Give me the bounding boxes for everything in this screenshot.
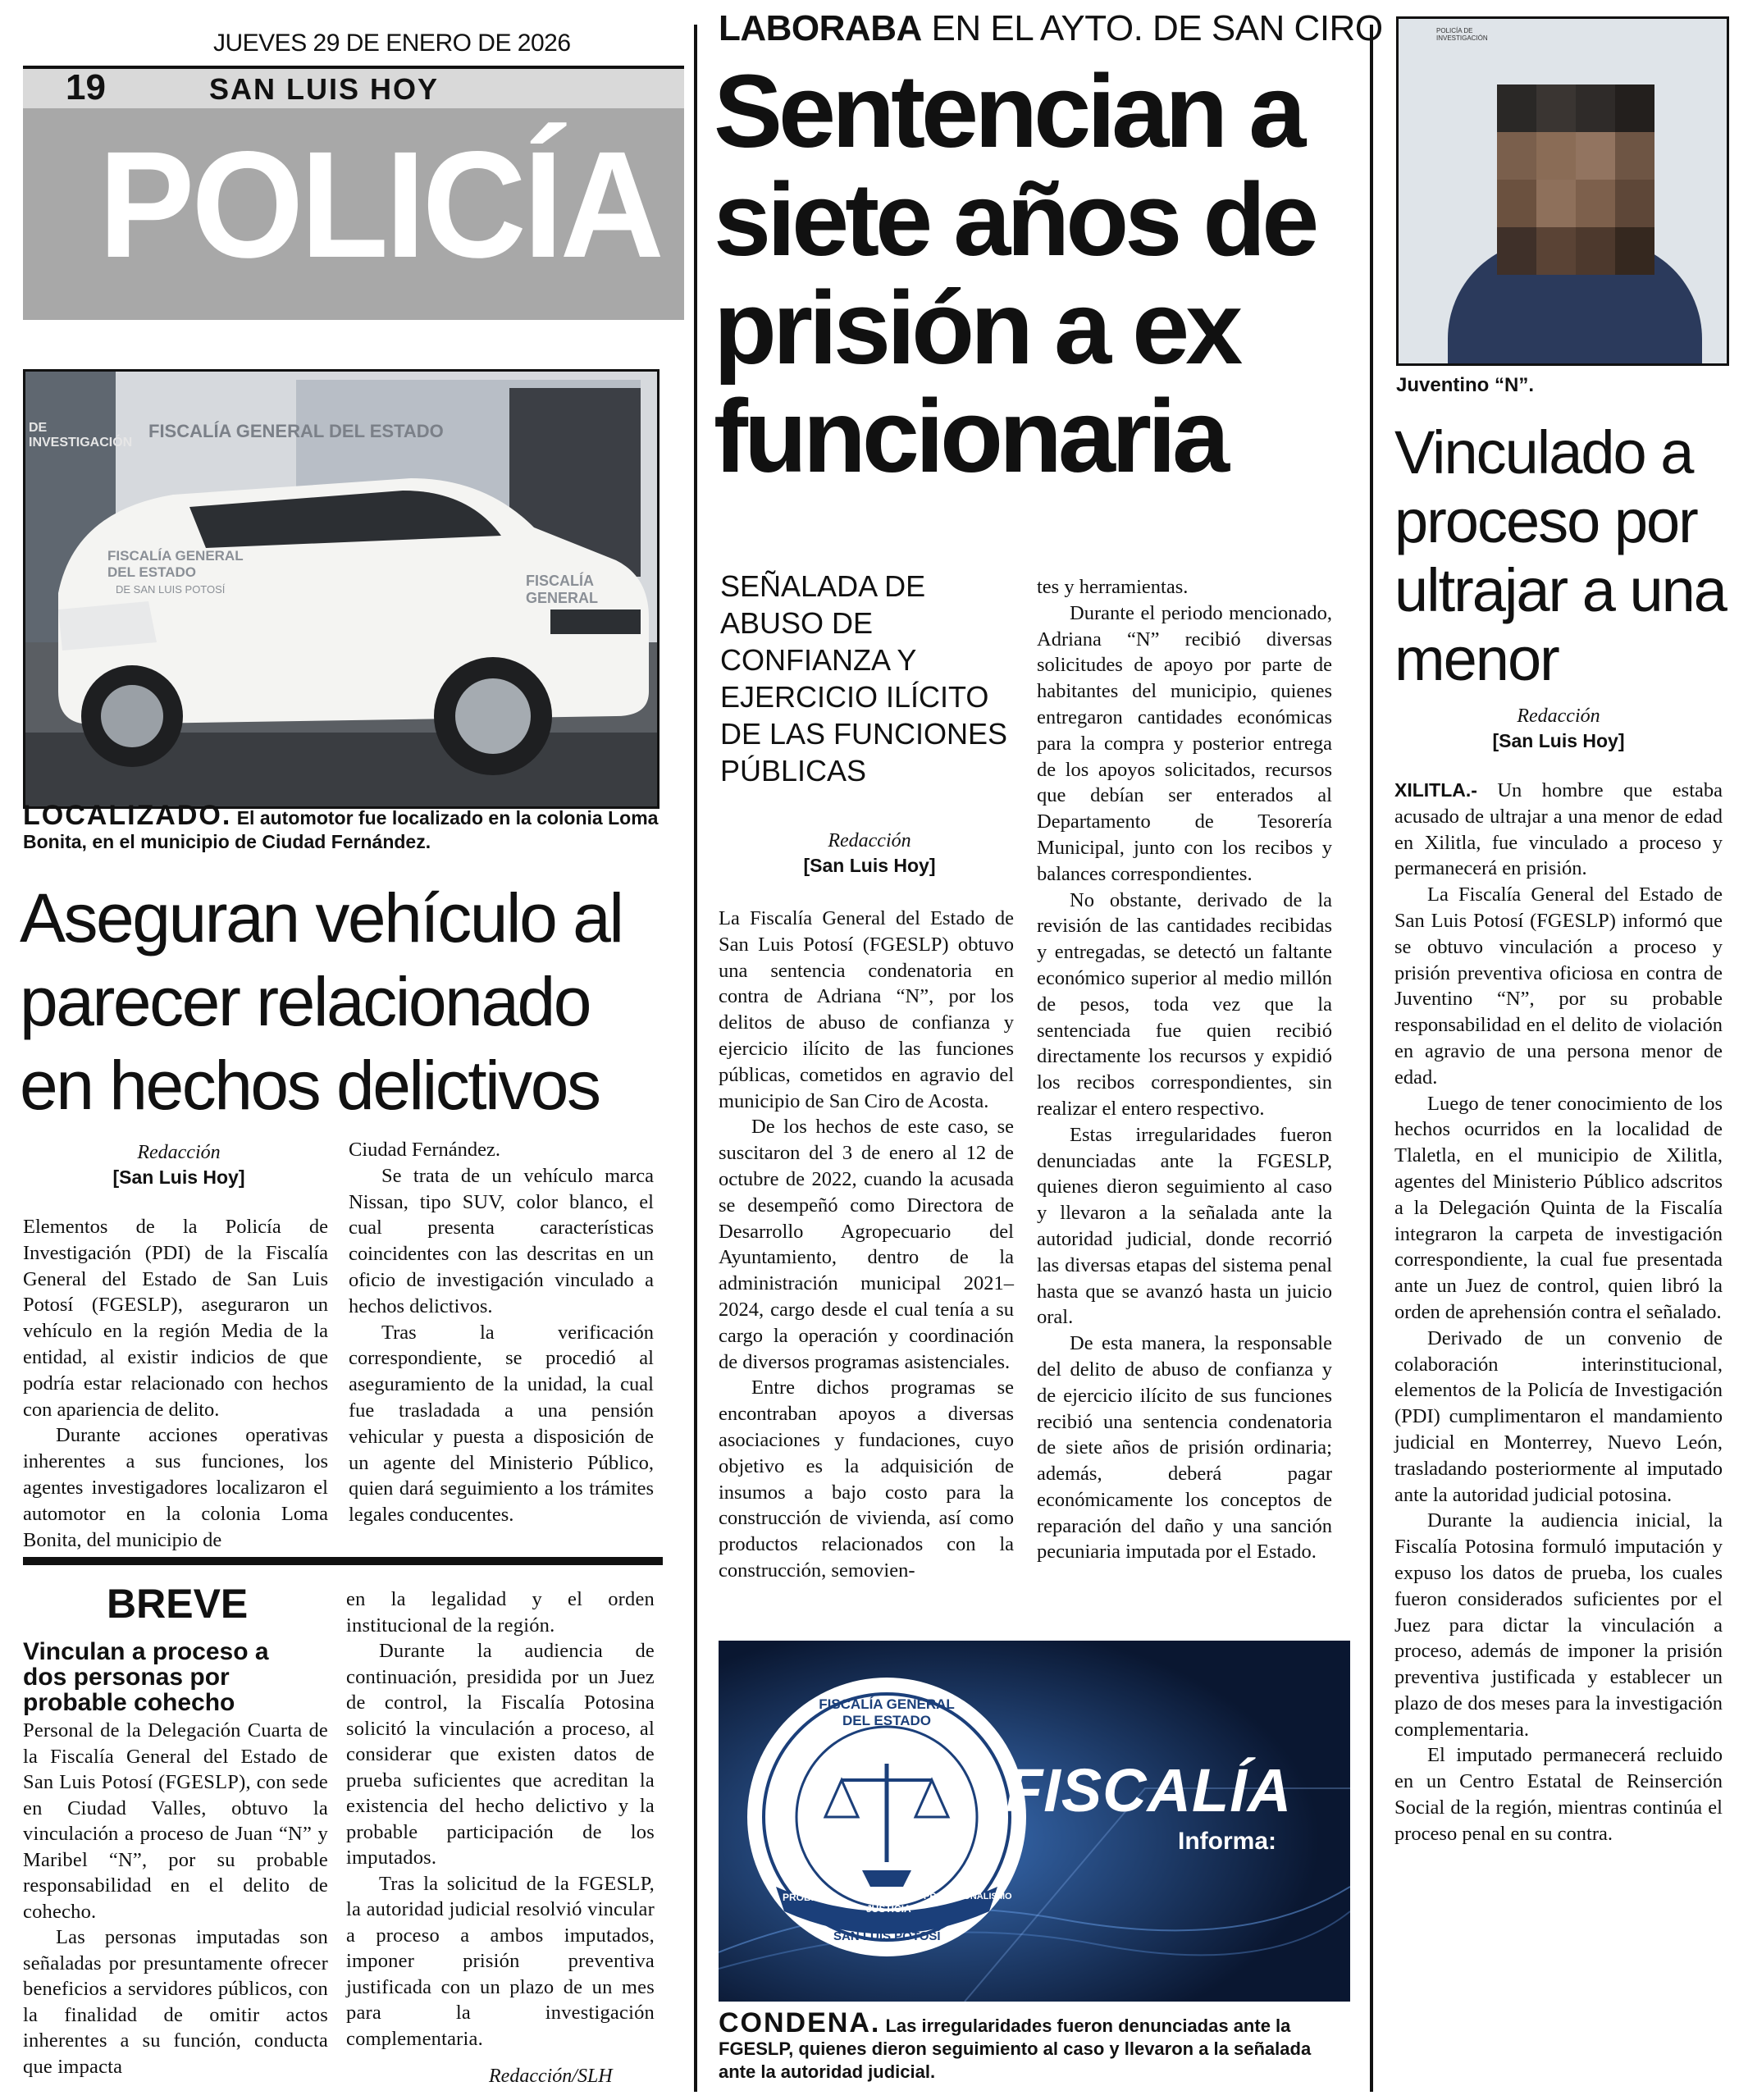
paragraph: Estas irregularidades fueron denunciadas ante la FGESLP, quienes dieron seguimiento al caso y llevaron a la señalada ante la autoridad judicial, donde recorrió las diversas etapas del sistema penal hasta que se avanzó hasta un juicio oral. xyxy=(1037,1123,1332,1329)
breve-headline: Vinculan a proceso a dos personas por probable cohecho xyxy=(23,1638,269,1716)
section-title: POLICÍA xyxy=(98,121,661,290)
vehicle-byline-outlet: [San Luis Hoy] xyxy=(112,1166,245,1188)
fiscalia-title: FISCALÍA xyxy=(1006,1756,1293,1824)
linked-dateline: XILITLA.- xyxy=(1394,779,1477,801)
sentence-column-2 xyxy=(1037,574,1332,1565)
paragraph: Durante acciones operativas inherentes a sus funciones, los agentes investigadores localizaron el automotor en la colonia Loma Bonita, del municipio de xyxy=(23,1424,328,1551)
vehicle-caption-kicker: LOCALIZADO. xyxy=(23,800,232,831)
column-rule-right xyxy=(1370,25,1373,2092)
linked-lead: Un hombre que estaba acusado de ultrajar a una menor de edad en Xilitla, fue vinculado a proceso y permanecerá en prisión. xyxy=(1394,779,1723,880)
photo-sign-door-2: DE SAN LUIS POTOSÍ xyxy=(116,583,226,596)
photo-sign-left: DE INVESTIGACIÓN xyxy=(29,421,133,450)
linked-byline-role: Redacción xyxy=(1517,705,1600,727)
fiscalia-seal-right: PROFESIONALISMO xyxy=(924,1892,1012,1901)
issue-date: JUEVES 29 DE ENERO DE 2026 xyxy=(213,30,571,57)
linked-byline xyxy=(1394,704,1723,753)
fiscalia-caption-text: Las irregularidades fueron denunciadas ante la FGESLP, quienes dieron seguimiento al caso y llevaron a la señalada ante la autoridad judicial. xyxy=(719,2016,1312,2082)
sentence-kicker xyxy=(719,8,1383,49)
sentence-column-1 xyxy=(719,906,1014,1584)
paragraph: Tras la verificación correspondiente, se procedió al aseguramiento de la unidad, la cual fue trasladada a una pensión vehicular y puesta a disposición de un agente del Ministerio Público, quien dará seguimiento a los trámites legales conducentes. xyxy=(349,1321,654,1527)
fiscalia-seal-top: FISCALÍA GENERAL DEL ESTADO xyxy=(819,1696,955,1728)
fiscalia-seal-left: PROBIDAD xyxy=(783,1892,836,1903)
paragraph: El imputado permanecerá recluido en un Centro Estatal de Reinserción Social de la región, mientras continúa el proceso penal en su contra. xyxy=(1394,1744,1723,1845)
sentence-byline xyxy=(722,829,1017,878)
paragraph: Tras la solicitud de la FGESLP, la autoridad judicial resolvió vincular a proceso a ambos imputados, imponer prisión preventiva justificada con un plazo de un mes para la investigación complementaria. xyxy=(346,1872,655,2050)
paragraph: De esta manera, la responsable del delito de abuso de confianza y de ejercicio ilícito de sus funciones recibió una sentencia condenatoria de siete años de prisión ordinaria; además, deberá pagar económicamente los conceptos de reparación del daño y una sanción pecuniaria imputada por el Estado. xyxy=(1037,1332,1332,1564)
photo-sign-door: FISCALÍA GENERAL DEL ESTADO xyxy=(107,548,244,580)
paragraph: La Fiscalía General del Estado de San Luis Potosí (FGESLP) informó que se obtuvo vinculación a proceso y prisión preventiva oficiosa en contra de Juventino “N”, por su probable responsabilidad en el delito de violación en agravio de una persona menor de edad. xyxy=(1394,883,1723,1089)
linked-byline-outlet: [San Luis Hoy] xyxy=(1492,730,1625,751)
paragraph: Durante la audiencia de continuación, presidida por un Juez de control, la Fiscalía Potosina solicitó la vinculación a proceso, al considerar que existen datos de prueba suficientes que acreditan la existencia del hecho delictivo y la probable participación de los imputados. xyxy=(346,1640,655,1869)
fiscalia-seal-center: JUSTICIA xyxy=(866,1903,911,1915)
sentence-byline-role: Redacción xyxy=(828,830,911,851)
paragraph: Elementos de la Policía de Investigación (PDI) de la Fiscalía General del Estado de San Luis Potosí (FGESLP), aseguraron un vehículo en la región Media de la entidad, al existir indicios de que podría estar relacionado con hechos con apariencia de delito. xyxy=(23,1216,328,1421)
paragraph: tes y herramientas. xyxy=(1037,576,1189,598)
breve-rule xyxy=(23,1557,663,1565)
linked-column xyxy=(1394,778,1723,1847)
sentence-byline-outlet: [San Luis Hoy] xyxy=(803,855,936,876)
paragraph: Personal de la Delegación Cuarta de la Fiscalía General del Estado de San Luis Potosí (FGESLP), con sede en Ciudad Valles, obtuvo la vinculación a proceso de Juan “N” y Maribel “N”, por su probable responsabilidad en el delito de cohecho. xyxy=(23,1719,328,1923)
photo-sign-rear: FISCALÍA GENERAL xyxy=(526,573,599,606)
mugshot-badge: POLICÍA DE INVESTIGACIÓN xyxy=(1436,27,1488,42)
fiscalia-caption xyxy=(719,2007,1350,2084)
paragraph: Derivado de un convenio de colaboración interinstitucional, elementos de la Policía de Investigación (PDI) cumplimentaron el mandamiento judicial en Monterrey, Nuevo León, trasladando posteriormente al imputado ante la autoridad judicial potosina. xyxy=(1394,1326,1723,1506)
paragraph: Se trata de un vehículo marca Nissan, tipo SUV, color blanco, el cual presenta características coincidentes con las descritas en un oficio de investigación vinculado a hechos delictivos. xyxy=(349,1164,654,1317)
vehicle-byline-role: Redacción xyxy=(137,1142,221,1163)
suspect-face-blur xyxy=(1497,84,1653,273)
paragraph xyxy=(1394,778,1723,882)
sentence-kicker-bold: LABORABA xyxy=(719,8,922,48)
vehicle-byline xyxy=(23,1140,335,1189)
paragraph: Luego de tener conocimiento de los hechos ocurridos en la localidad de Tlaletla, en el municipio de Xilitla, agentes del Ministerio Público adscritos a la Delegación Quinta de la Fiscalía integraron la carpeta de investigación correspondiente, la cual fue presentada ante un Juez de control, quien libró la orden de aprehensión contra el señalado. xyxy=(1394,1092,1723,1323)
breve-column-2 xyxy=(346,1586,655,2052)
suspect-photo-caption: Juventino “N”. xyxy=(1396,374,1535,396)
photo-sign-1: FISCALÍA GENERAL DEL ESTADO xyxy=(148,421,444,441)
breve-column-1 xyxy=(23,1718,328,2079)
fiscalia-caption-kicker: CONDENA. xyxy=(719,2007,881,2038)
column-rule-left xyxy=(694,25,697,2092)
vehicle-photo-caption xyxy=(23,800,663,854)
newspaper-name: SAN LUIS HOY xyxy=(209,72,440,106)
paragraph: De los hechos de este caso, se suscitaron del 3 de enero al 12 de octubre de 2022, cuando la acusada se desempeñó como Directora de Desarrollo Agropecuario del Ayuntamiento, dentro de la administración municipal 2021–2024, cargo desde el cual tenía a su cargo la operación y coordinación de diversos programas asistenciales. xyxy=(719,1116,1014,1373)
vehicle-caption-text: El automotor fue localizado en la colonia Loma Bonita, en el municipio de Ciudad Fernández. xyxy=(23,807,659,852)
paragraph: Durante el periodo mencionado, Adriana “N” recibió diversas solicitudes de apoyo por parte de habitantes del municipio, quienes entregaron cantidades económicas para la compra y posterior entrega de los apoyos solicitados, recursos que debían ser enterados al Departamento de Tesorería Municipal, junto con los recibos y balances correspondientes. xyxy=(1037,601,1332,885)
sentence-deck: SEÑALADA DE ABUSO DE CONFIANZA Y EJERCICIO ILÍCITO DE LAS FUNCIONES PÚBLICAS xyxy=(720,569,1008,788)
paragraph: Ciudad Fernández. xyxy=(349,1139,501,1161)
sentence-headline: Sentencian a siete años de prisión a ex funcionaria xyxy=(714,53,1316,494)
paragraph: La Fiscalía General del Estado de San Luis Potosí (FGESLP) obtuvo una sentencia condenatoria en contra de Adriana “N”, por los delitos de abuso de confianza y ejercicio ilícito de las funciones públicas, cometidos en agravio del municipio de San Ciro de Acosta. xyxy=(719,907,1014,1112)
fiscalia-seal-bottom: SAN LUIS POTOSÍ xyxy=(833,1929,941,1943)
sentence-kicker-rest: EN EL AYTO. DE SAN CIRO xyxy=(931,8,1383,48)
vehicle-headline: Aseguran vehículo al parecer relacionado en hechos delictivos xyxy=(20,879,623,1124)
paragraph: No obstante, derivado de la revisión de las cantidades recibidas y entregadas, se detectó un faltante económico superior al medio millón de pesos, toda vez que la sentenciada fue quien recibió directamente los recursos y expidió los recibos correspondientes, sin realizar el entero respectivo. xyxy=(1037,888,1332,1120)
breve-label: BREVE xyxy=(107,1581,249,1627)
linked-headline: Vinculado a proceso por ultrajar a una menor xyxy=(1394,418,1726,693)
fiscalia-subtitle: Informa: xyxy=(1178,1828,1276,1855)
paragraph: Las personas imputadas son señaladas por presuntamente ofrecer beneficios a servidores públicos, con la finalidad de omitir actos inherentes a su función, conducta que impacta xyxy=(23,1926,328,2078)
breve-signature: Redacción/SLH xyxy=(489,2066,613,2087)
vehicle-photo xyxy=(23,369,659,809)
paragraph: en la legalidad y el orden institucional de la región. xyxy=(346,1588,655,1637)
vehicle-column-2 xyxy=(349,1137,654,1528)
paragraph: Entre dichos programas se encontraban apoyos a diversas asociaciones y fundaciones, cuyo objetivo es la adquisición de insumos a bajo costo para la construcción de vivienda, así como productos relacionados con la construcción, semovien- xyxy=(719,1376,1014,1582)
vehicle-column-1 xyxy=(23,1214,328,1553)
suspect-photo xyxy=(1396,16,1729,366)
page-number: 19 xyxy=(66,67,106,107)
fiscalia-graphic xyxy=(719,1641,1350,2002)
paragraph: Durante la audiencia inicial, la Fiscalía Potosina formuló imputación y expuso los datos de prueba, los cuales fueron considerados suficientes por el Juez para dictar la vinculación a proceso, además de imponer la prisión preventiva justificada y establecer un plazo de dos meses para la investigación complementaria. xyxy=(1394,1509,1723,1741)
